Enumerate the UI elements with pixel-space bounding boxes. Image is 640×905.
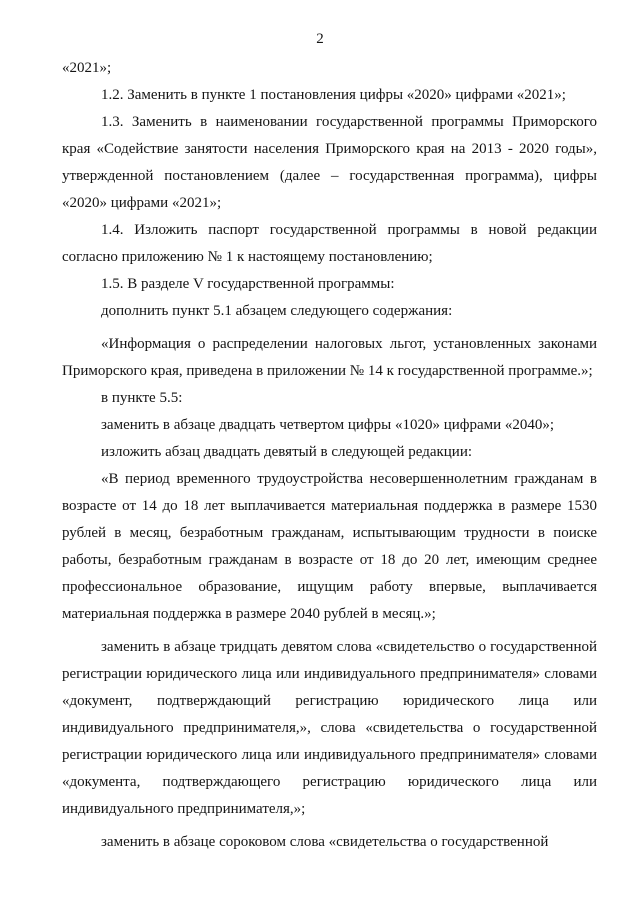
paragraph-replace-24: заменить в абзаце двадцать четвертом цифры «1020» цифрами «2040»; [101,417,555,433]
document-body [62,55,597,856]
paragraph-replace-40: заменить в абзаце сороковом слова «свидетельства о государственной [101,834,549,850]
paragraph-1-2: 1.2. Заменить в пункте 1 постановления цифры «2020» цифрами «2021»; [101,87,566,103]
paragraph-1-3: 1.3. Заменить в наименовании государственной программы Приморского края «Содействие занятости населения Приморского края на 2013 - 2020 годы», утвержденной постановлением (далее – государственная программа), цифры «2020» цифрами «2021»; [62,114,597,211]
paragraph-replace-39: заменить в абзаце тридцать девятом слова «свидетельство о государственной регистрации юридического лица или индивидуального предпринимателя» словами «документ, подтверждающий регистрацию юридического лица или индивидуального предпринимателя,», слова «свидетельства о государственной регистрации юридического лица или индивидуального предпринимателя» словами «документа, подтверждающего регистрацию юридического лица или индивидуального предпринимателя,»; [62,639,597,817]
page-number: 2 [316,31,324,47]
paragraph-add-5-1: дополнить пункт 5.1 абзацем следующего содержания: [101,303,453,319]
paragraph-point-5-5: в пункте 5.5: [101,390,183,406]
paragraph-1-4: 1.4. Изложить паспорт государственной программы в новой редакции согласно приложению № 1 к настоящему постановлению; [62,222,597,265]
paragraph-state-29: изложить абзац двадцать девятый в следующей редакции: [101,444,473,460]
paragraph-quote-support: «В период временного трудоустройства несовершеннолетним гражданам в возрасте от 14 до 18 лет выплачивается материальная поддержка в размере 1530 рублей в месяц, безработным гражданам, испытывающим трудности в поиске работы, безработным гражданам в возрасте от 18 до 20 лет, имеющим среднее профессиональное образование, ищущим работу впервые, выплачивается материальная поддержка в размере 2040 рублей в месяц.»; [62,471,597,622]
paragraph-quote-tax: «Информация о распределении налоговых льгот, установленных законами Приморского края, приведена в приложении № 14 к государственной программе.»; [62,336,597,379]
paragraph-1-5: 1.5. В разделе V государственной программы: [101,276,395,292]
paragraph-continuation: «2021»; [62,60,112,76]
